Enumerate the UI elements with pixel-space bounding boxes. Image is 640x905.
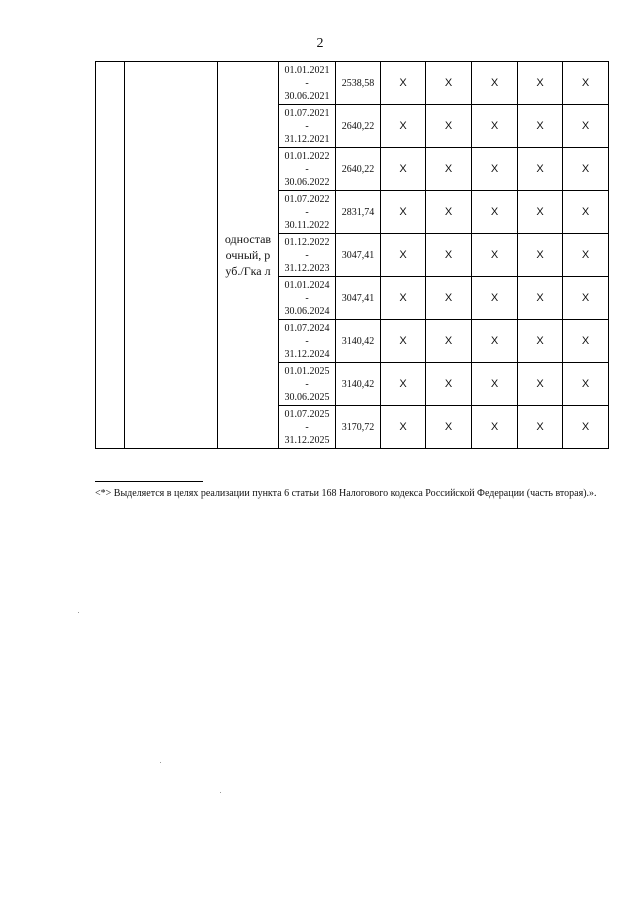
mark-cell: X — [426, 148, 472, 191]
period-cell — [279, 320, 336, 363]
mark-cell: X — [518, 363, 563, 406]
period-cell — [279, 191, 336, 234]
mark-cell: X — [426, 320, 472, 363]
period-cell — [279, 234, 336, 277]
period-end: 30.11.2022 — [284, 219, 330, 231]
unit-cell — [218, 62, 279, 449]
scan-speck — [78, 612, 79, 613]
period-end: 31.12.2025 — [284, 434, 330, 446]
mark-cell: X — [518, 191, 563, 234]
mark-cell: X — [472, 234, 518, 277]
mark-cell: X — [381, 105, 426, 148]
price-cell: 2640,22 — [336, 148, 381, 191]
price-cell: 3140,42 — [336, 363, 381, 406]
unit-label: одностав очный, руб./Гка л — [224, 232, 272, 278]
mark-cell: X — [472, 277, 518, 320]
mark-cell: X — [381, 406, 426, 449]
mark-cell: X — [472, 105, 518, 148]
mark-cell: X — [518, 148, 563, 191]
mark-cell: X — [563, 406, 609, 449]
period-start: 01.07.2025 — [284, 408, 330, 420]
mark-cell: X — [426, 191, 472, 234]
price-cell: 3047,41 — [336, 234, 381, 277]
mark-cell: X — [426, 234, 472, 277]
price-cell: 2640,22 — [336, 105, 381, 148]
period-end: 31.12.2021 — [284, 133, 330, 145]
price-cell: 3140,42 — [336, 320, 381, 363]
period-end: 31.12.2024 — [284, 348, 330, 360]
period-start: 01.01.2025 — [284, 365, 330, 377]
period-cell — [279, 62, 336, 105]
mark-cell: X — [518, 62, 563, 105]
mark-cell: X — [426, 62, 472, 105]
period-dash: - — [305, 163, 309, 175]
mark-cell: X — [381, 277, 426, 320]
period-dash: - — [305, 378, 309, 390]
table-row — [96, 62, 609, 105]
mark-cell: X — [381, 363, 426, 406]
period-end: 30.06.2025 — [284, 391, 330, 403]
period-dash: - — [305, 421, 309, 433]
empty-cell-name — [125, 62, 218, 449]
empty-cell-number — [96, 62, 125, 449]
period-dash: - — [305, 120, 309, 132]
mark-cell: X — [563, 363, 609, 406]
mark-cell: X — [563, 148, 609, 191]
period-start: 01.07.2021 — [284, 107, 330, 119]
page-number: 2 — [316, 36, 324, 51]
mark-cell: X — [426, 105, 472, 148]
period-end: 30.06.2022 — [284, 176, 330, 188]
mark-cell: X — [472, 363, 518, 406]
mark-cell: X — [563, 234, 609, 277]
period-start: 01.12.2022 — [284, 236, 330, 248]
period-end: 30.06.2021 — [284, 90, 330, 102]
period-dash: - — [305, 335, 309, 347]
period-cell — [279, 105, 336, 148]
price-cell: 2831,74 — [336, 191, 381, 234]
period-dash: - — [305, 249, 309, 261]
mark-cell: X — [381, 234, 426, 277]
period-start: 01.07.2024 — [284, 322, 330, 334]
mark-cell: X — [518, 320, 563, 363]
mark-cell: X — [381, 148, 426, 191]
period-cell — [279, 406, 336, 449]
mark-cell: X — [472, 320, 518, 363]
period-cell — [279, 277, 336, 320]
mark-cell: X — [381, 62, 426, 105]
period-start: 01.01.2022 — [284, 150, 330, 162]
price-cell: 2538,58 — [336, 62, 381, 105]
scan-speck — [220, 792, 221, 793]
mark-cell: X — [563, 191, 609, 234]
period-start: 01.01.2021 — [284, 64, 330, 76]
period-dash: - — [305, 77, 309, 89]
mark-cell: X — [518, 406, 563, 449]
price-cell: 3047,41 — [336, 277, 381, 320]
tariff-table — [95, 61, 609, 449]
mark-cell: X — [518, 105, 563, 148]
period-dash: - — [305, 292, 309, 304]
mark-cell: X — [381, 191, 426, 234]
mark-cell: X — [426, 277, 472, 320]
mark-cell: X — [518, 234, 563, 277]
mark-cell: X — [563, 320, 609, 363]
mark-cell: X — [381, 320, 426, 363]
price-cell: 3170,72 — [336, 406, 381, 449]
period-start: 01.07.2022 — [284, 193, 330, 205]
footnote-text: <*> Выделяется в целях реализации пункта 6 статьи 168 Налогового кодекса Российской Федерации (часть вторая).». — [95, 488, 597, 499]
mark-cell: X — [563, 105, 609, 148]
scan-speck — [160, 762, 161, 763]
mark-cell: X — [472, 148, 518, 191]
mark-cell: X — [472, 191, 518, 234]
mark-cell: X — [472, 406, 518, 449]
mark-cell: X — [426, 363, 472, 406]
period-end: 31.12.2023 — [284, 262, 330, 274]
mark-cell: X — [563, 62, 609, 105]
period-cell — [279, 148, 336, 191]
footnote-rule — [95, 481, 203, 482]
period-start: 01.01.2024 — [284, 279, 330, 291]
period-cell — [279, 363, 336, 406]
mark-cell: X — [426, 406, 472, 449]
mark-cell: X — [518, 277, 563, 320]
period-end: 30.06.2024 — [284, 305, 330, 317]
period-dash: - — [305, 206, 309, 218]
mark-cell: X — [563, 277, 609, 320]
mark-cell: X — [472, 62, 518, 105]
